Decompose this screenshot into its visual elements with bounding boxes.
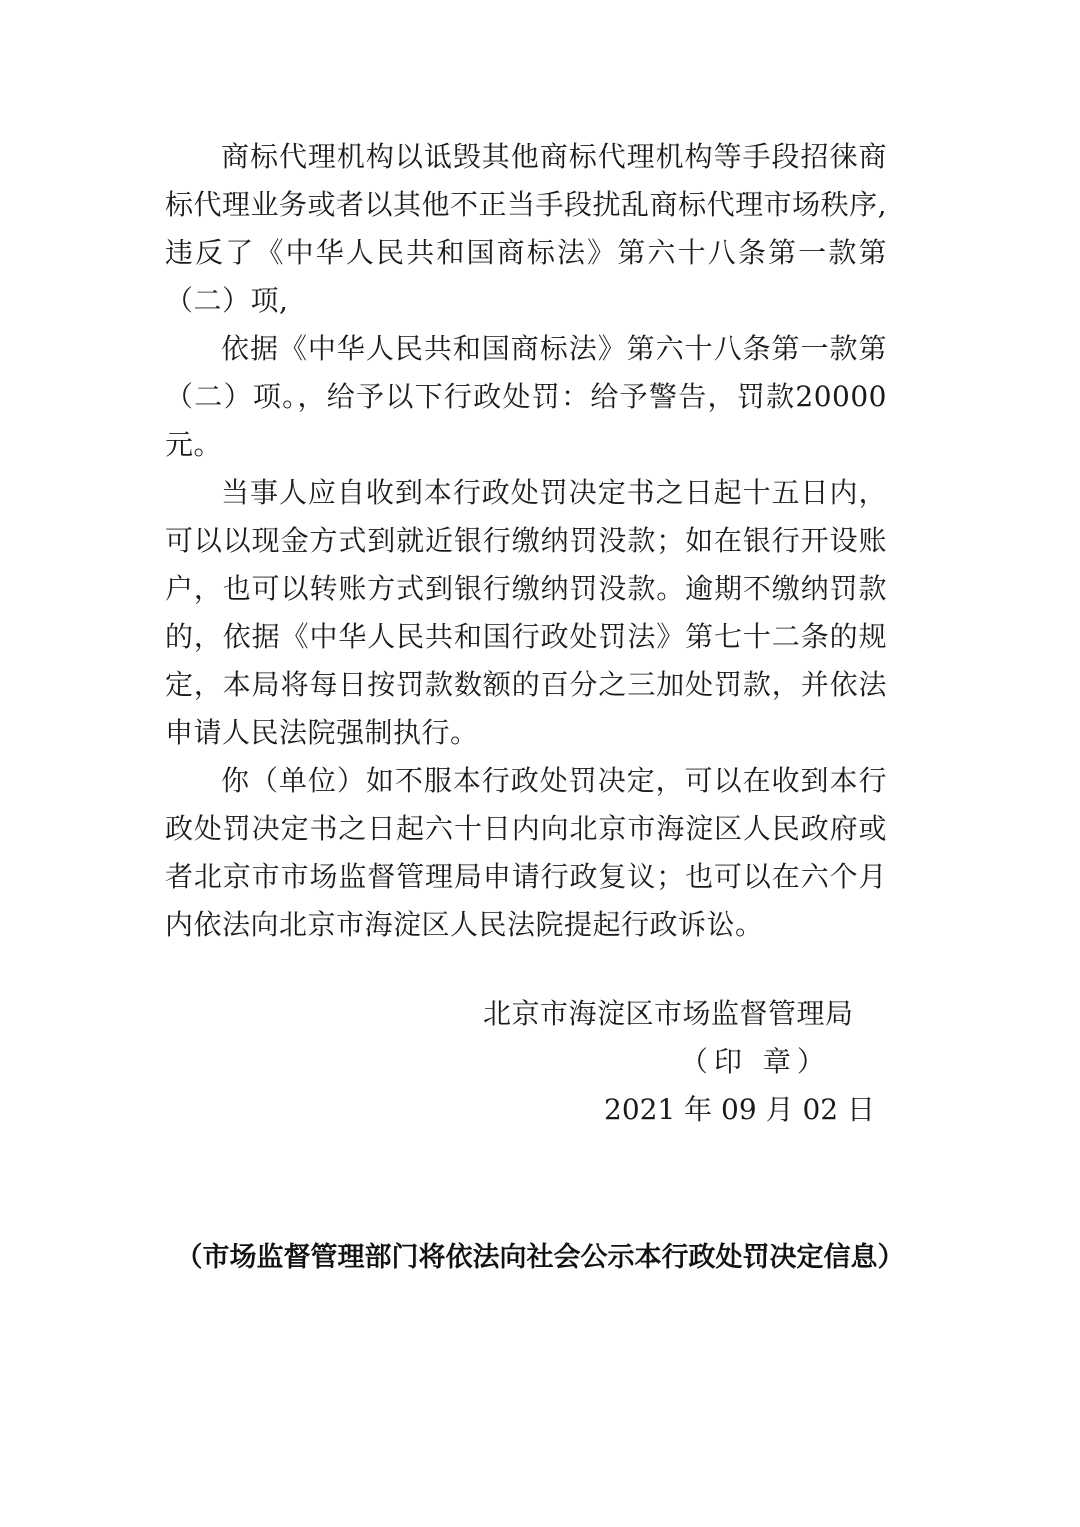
paragraph-appeal: 你（单位）如不服本行政处罚决定，可以在收到本行政处罚决定书之日起六十日内向北京市海淀区人民政府或者北京市市场监督管理局申请行政复议；也可以在六个月内依法向北京市海淀区人民法院提起行政诉讼。 [165, 764, 887, 941]
document-body [165, 133, 887, 949]
publicity-notice: （市场监督管理部门将依法向社会公示本行政处罚决定信息） [175, 1242, 905, 1273]
paragraph-violation: 商标代理机构以诋毁其他商标代理机构等手段招徕商标代理业务或者以其他不正当手段扰乱商标代理市场秩序,违反了《中华人民共和国商标法》第六十八条第一款第（二）项, [165, 140, 887, 317]
paragraph-payment: 当事人应自收到本行政处罚决定书之日起十五日内，可以以现金方式到就近银行缴纳罚没款；如在银行开设账户，也可以转账方式到银行缴纳罚没款。逾期不缴纳罚款的，依据《中华人民共和国行政处罚法》第七十二条的规定，本局将每日按罚款数额的百分之三加处罚款，并依法申请人民法院强制执行。 [165, 476, 887, 749]
paragraph-penalty: 依据《中华人民共和国商标法》第六十八条第一款第（二）项。，给予以下行政处罚：给予警告，罚款20000元。 [165, 332, 887, 461]
seal-placeholder: （印 章） [680, 1045, 831, 1078]
issue-date: 2021 年 09 月 02 日 [604, 1093, 876, 1126]
issuing-organization: 北京市海淀区市场监督管理局 [483, 997, 854, 1030]
